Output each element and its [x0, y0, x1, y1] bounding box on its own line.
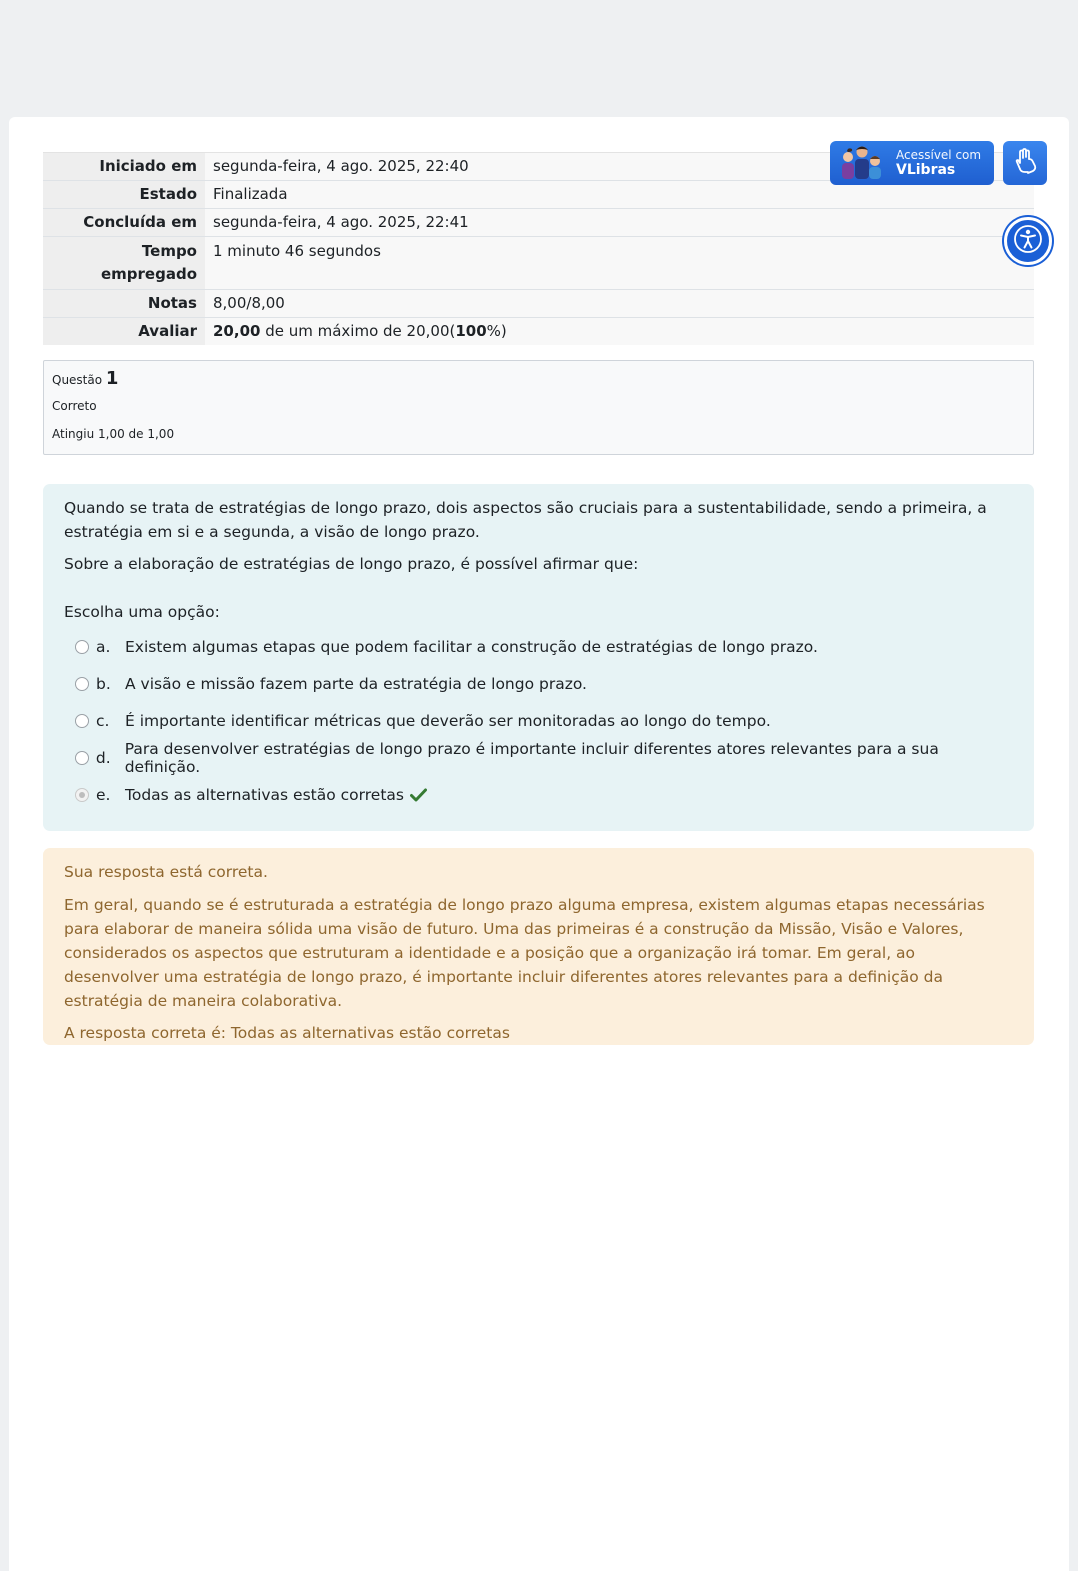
summary-row-marks [43, 290, 1034, 318]
page-container [9, 117, 1069, 1571]
answer-option-b[interactable] [64, 665, 1013, 702]
accessibility-button[interactable] [1004, 217, 1052, 265]
summary-row-grade [43, 318, 1034, 346]
feedback-status: Sua resposta está correta. [64, 863, 268, 881]
answer-radio[interactable] [75, 751, 89, 765]
summary-value: Finalizada [205, 181, 1034, 209]
vlibras-label-line1: Acessível com [896, 148, 982, 162]
vlibras-button[interactable] [830, 141, 994, 185]
answer-letter: e. [96, 785, 111, 804]
answer-letter: c. [96, 711, 110, 730]
answer-radio[interactable] [75, 714, 89, 728]
answer-prompt: Escolha uma opção: [64, 603, 220, 621]
question-number-label: Questão [52, 373, 103, 387]
answer-option-c[interactable] [64, 702, 1013, 739]
vlibras-label-line2: VLibras [896, 162, 956, 178]
vlibras-label [896, 148, 981, 178]
answer-radio-selected[interactable] [75, 788, 89, 802]
summary-row-time [43, 237, 1034, 290]
right-answer: A resposta correta é: Todas as alternativas estão corretas [64, 1024, 510, 1042]
question-number [52, 367, 1025, 392]
question-number-value: 1 [105, 368, 119, 389]
grade-text-end: %) [486, 322, 507, 340]
answer-letter: b. [96, 674, 111, 693]
summary-row-completed [43, 209, 1034, 237]
answer-radio[interactable] [75, 640, 89, 654]
summary-label-line: empregado [100, 265, 197, 283]
answer-text: A visão e missão fazem parte da estratégia de longo prazo. [125, 674, 587, 693]
summary-label: Estado [43, 181, 205, 209]
correct-check-icon [410, 788, 427, 802]
question-text: Quando se trata de estratégias de longo prazo, dois aspectos são cruciais para a sustentabilidade, sendo a primeira, a estratégia em si e a segunda, a visão de longo prazo. [64, 499, 987, 541]
answer-text: Todas as alternativas estão corretas [125, 785, 404, 804]
grade-percent: 100 [455, 322, 487, 340]
summary-label: Concluída em [43, 209, 205, 237]
question-text-secondary: Sobre a elaboração de estratégias de longo prazo, é possível afirmar que: [64, 555, 639, 573]
answer-list [64, 628, 1013, 813]
answer-text: Existem algumas etapas que podem facilitar a construção de estratégias de longo prazo. [125, 637, 818, 656]
general-feedback: Em geral, quando se é estruturada a estratégia de longo prazo alguma empresa, existem algumas etapas necessárias para elaborar de maneira sólida uma visão de futuro. Uma das primeiras é a construção da Missão, Visão e Valores, considerados os aspectos que estruturam a identidade e a posição que a organização irá tomar. Em geral, ao desenvolver uma estratégia de longo prazo, é importante incluir diferentes atores relevantes para a definição da estratégia de maneira colaborativa. [64, 896, 985, 1010]
summary-value: segunda-feira, 4 ago. 2025, 22:41 [205, 209, 1034, 237]
summary-label: Iniciado em [43, 153, 205, 181]
question-state: Correto [52, 399, 97, 413]
summary-label [43, 237, 205, 290]
accessibility-person-icon [1013, 224, 1043, 258]
summary-value: 1 minuto 46 segundos [205, 237, 1034, 290]
answer-letter: a. [96, 637, 111, 656]
summary-value: segunda-feira, 4 ago. 2025, 22:40 [205, 153, 1034, 181]
question-info-panel [43, 360, 1034, 455]
answer-letter: d. [95, 748, 111, 767]
answer-text: Para desenvolver estratégias de longo prazo é importante incluir diferentes atores relevantes para a sua definição. [124, 739, 939, 776]
sign-language-button[interactable] [1003, 141, 1047, 185]
answer-option-d[interactable] [64, 739, 1013, 776]
summary-label-line: Tempo [141, 242, 197, 260]
summary-value: 8,00/8,00 [205, 290, 1034, 318]
answer-option-a[interactable] [64, 628, 1013, 665]
answer-option-e[interactable] [64, 776, 1013, 813]
answer-text: É importante identificar métricas que deverão ser monitoradas ao longo do tempo. [125, 711, 771, 730]
summary-label: Avaliar [43, 318, 205, 346]
summary-label: Notas [43, 290, 205, 318]
question-content [43, 484, 1034, 831]
question-grade: Atingiu 1,00 de 1,00 [52, 427, 175, 441]
grade-text: de um máximo de 20,00( [260, 322, 456, 340]
grade-score: 20,00 [213, 322, 261, 340]
feedback-panel [43, 848, 1034, 1045]
sign-language-hands-icon [1011, 147, 1039, 179]
vlibras-avatars-icon [836, 141, 888, 185]
answer-radio[interactable] [75, 677, 89, 691]
summary-value [205, 318, 1034, 346]
